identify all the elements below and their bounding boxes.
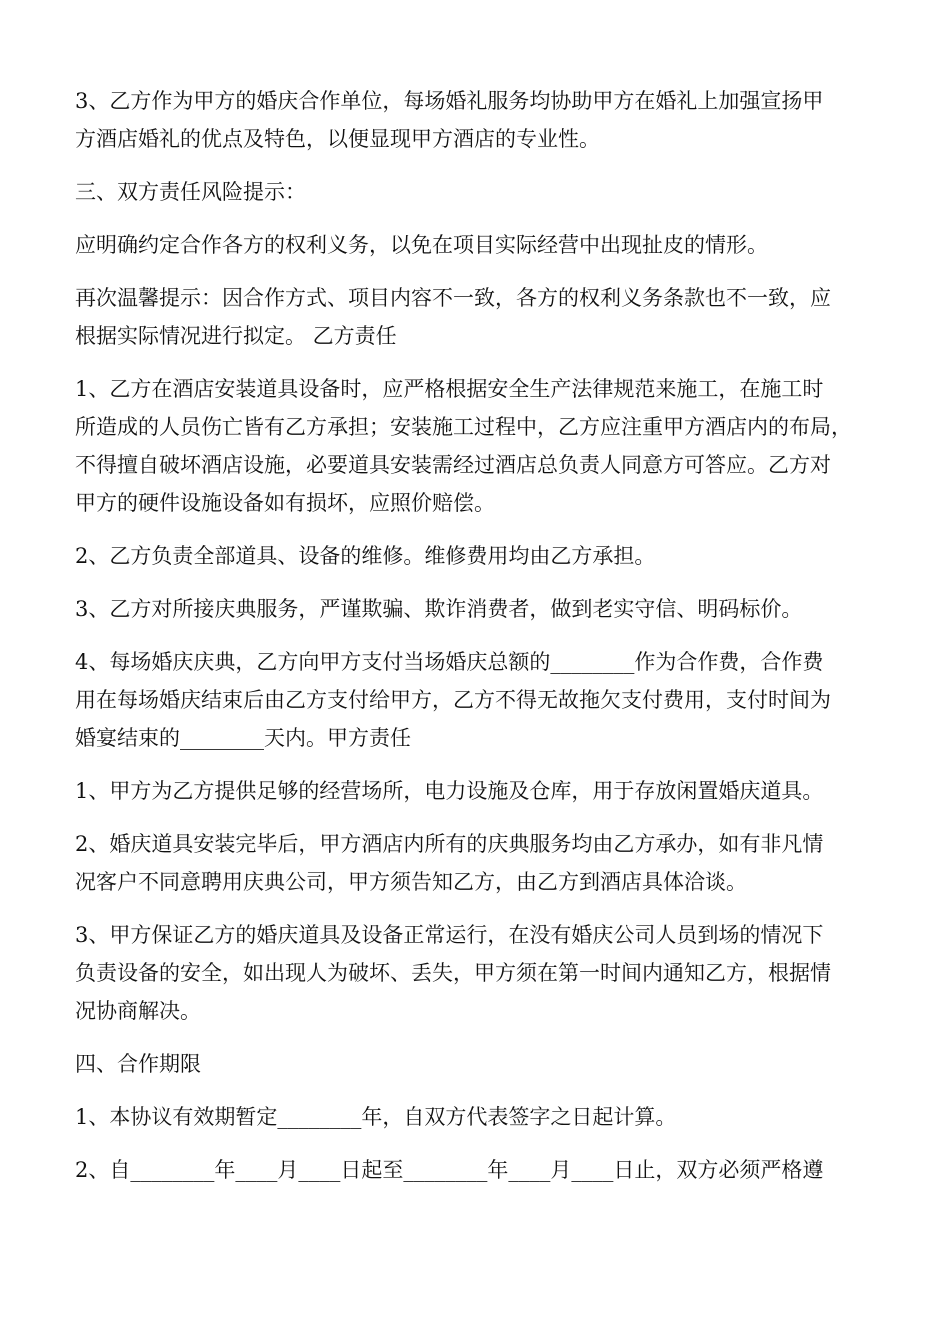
- section-4-heading: 四、合作期限: [75, 1052, 201, 1076]
- clause-3-line-1: 3、乙方作为甲方的婚庆合作单位，每场婚礼服务均协助甲方在婚礼上加强宣扬甲: [75, 89, 824, 113]
- party-b-item-1-line-3: 不得擅自破坏酒店设施，必要道具安装需经过酒店总负责人同意方可答应。乙方对: [75, 453, 831, 477]
- party-a-item-3-line-3: 况协商解决。: [75, 999, 201, 1023]
- term-item-1: 1、本协议有效期暂定________年，自双方代表签字之日起计算。: [75, 1105, 677, 1129]
- document-body: [75, 82, 885, 1189]
- party-a-item-3-line-1: 3、甲方保证乙方的婚庆道具及设备正常运行，在没有婚庆公司人员到场的情况下: [75, 923, 824, 947]
- party-b-item-4-line-1: 4、每场婚庆庆典，乙方向甲方支付当场婚庆总额的________作为合作费，合作费: [75, 650, 824, 674]
- risk-note: 应明确约定合作各方的权利义务，以免在项目实际经营中出现扯皮的情形。: [75, 233, 768, 257]
- party-b-item-1-line-1: 1、乙方在酒店安装道具设备时，应严格根据安全生产法律规范来施工，在施工时: [75, 377, 824, 401]
- party-b-item-1-line-2: 所造成的人员伤亡皆有乙方承担；安装施工过程中，乙方应注重甲方酒店内的布局，: [75, 415, 852, 439]
- party-b-item-4-line-2: 用在每场婚庆结束后由乙方支付给甲方，乙方不得无故拖欠支付费用，支付时间为: [75, 688, 831, 712]
- clause-3-line-2: 方酒店婚礼的优点及特色，以便显现甲方酒店的专业性。: [75, 127, 600, 151]
- party-a-item-2-line-1: 2、婚庆道具安装完毕后，甲方酒店内所有的庆典服务均由乙方承办，如有非凡情: [75, 832, 824, 856]
- party-a-item-1: 1、甲方为乙方提供足够的经营场所，电力设施及仓库，用于存放闲置婚庆道具。: [75, 779, 824, 803]
- reminder-line-1: 再次温馨提示：因合作方式、项目内容不一致，各方的权利义务条款也不一致，应: [75, 286, 831, 310]
- party-a-item-3-line-2: 负责设备的安全，如出现人为破坏、丢失，甲方须在第一时间内通知乙方，根据情: [75, 961, 831, 985]
- section-3-heading: 三、双方责任风险提示：: [75, 180, 306, 204]
- party-a-item-2-line-2: 况客户不同意聘用庆典公司，甲方须告知乙方，由乙方到酒店具体洽谈。: [75, 870, 747, 894]
- reminder-line-2: 根据实际情况进行拟定。 乙方责任: [75, 324, 397, 348]
- party-b-item-4-line-3: 婚宴结束的________天内。甲方责任: [75, 726, 411, 750]
- party-b-item-2: 2、乙方负责全部道具、设备的维修。维修费用均由乙方承担。: [75, 544, 656, 568]
- term-item-2: 2、自________年____月____日起至________年____月____日止，双方必须严格遵: [75, 1158, 824, 1182]
- party-b-item-3: 3、乙方对所接庆典服务，严谨欺骗、欺诈消费者，做到老实守信、明码标价。: [75, 597, 803, 621]
- party-b-item-1-line-4: 甲方的硬件设施设备如有损坏，应照价赔偿。: [75, 491, 495, 515]
